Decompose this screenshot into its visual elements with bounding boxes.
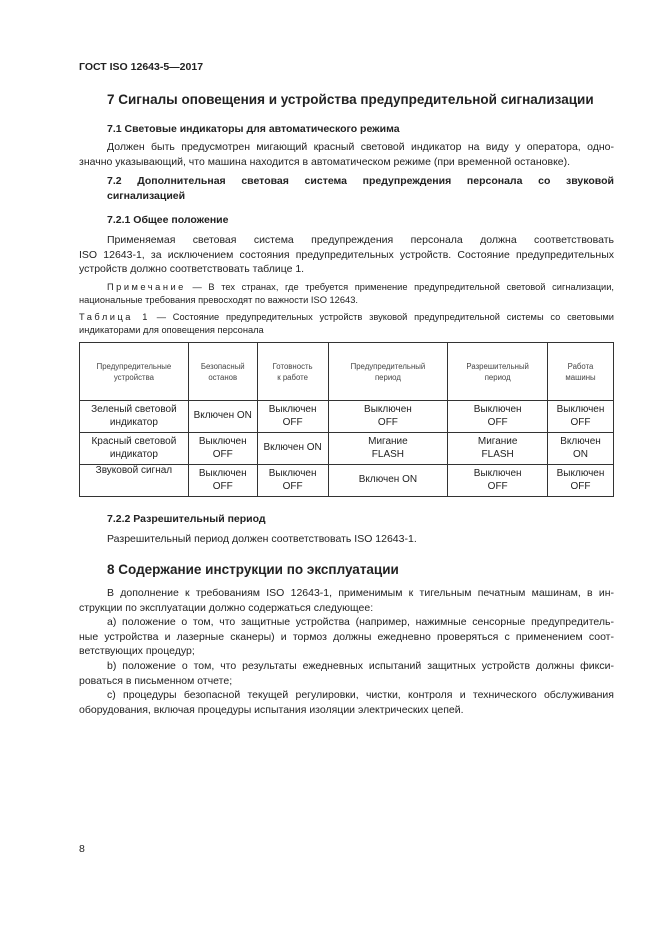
column-header: Работа машины [548,343,614,401]
text-line: c) процедуры безопасной текущей регулировки, чистки, контроля и технического обслуживания [107,689,614,702]
table-cell: Красный световой индикатор [80,433,189,465]
text-line: b) положение о том, что результаты ежедневных испытаний защитных устройств должны фикси- [107,659,614,672]
section-7-2-title [79,174,614,203]
table-header-row [80,343,614,401]
column-header: Предупредительный период [328,343,448,401]
table-cell: Выключен OFF [548,465,614,497]
column-header: Безопасный останов [188,343,257,401]
text-line: оборудования, включая процедуры испытания изоляции электрических цепей. [79,703,464,716]
page-number: 8 [79,843,85,855]
table-row [80,465,614,497]
table-row [80,433,614,465]
section-7-title: 7 Сигналы оповещения и устройства предупредительной сигнализации [107,92,594,107]
text-line: В дополнение к требованиям ISO 12643-1, применимым к тигельным печатным машинам, в ин- [107,587,614,599]
table-cell: Включен ON [257,433,328,465]
note: Примечание — В тех странах, где требуется применение предупредительной световой сигнализации, национальные требования превосходят по важности ISO 12643. [79,282,614,305]
text-line: Разрешительный период должен соответствовать ISO 12643-1. [107,533,417,545]
note-label: Примечание [107,282,186,292]
section-8-title: 8 Содержание инструкции по эксплуатации [107,562,399,577]
table-cell: Зеленый световой индикатор [80,401,189,433]
table-cell: Мигание FLASH [448,433,548,465]
column-header: Разрешительный период [448,343,548,401]
column-header: Предупредительные устройства [80,343,189,401]
table-cell: Выключен OFF [257,465,328,497]
table-cell: Включен ON [548,433,614,465]
section-7-1-text [79,140,614,169]
document-header: ГОСТ ISO 12643-5—2017 [79,61,204,73]
table-cell: Выключен OFF [548,401,614,433]
table-cell: Включен ON [328,465,448,497]
text-line: Должен быть предусмотрен мигающий красный световой индикатор на виду у оператора, одно- [107,141,614,153]
column-header: Готовность к работе [257,343,328,401]
table-cell: Звуковой сигнал [80,465,189,497]
text-line: a) положение о том, что защитные устройства (например, нажимные сенсорные предупредитель- [107,616,614,629]
table-cell: Выключен OFF [448,401,548,433]
section-7-2-1-title: 7.2.1 Общее положение [107,214,229,226]
table-caption: Таблица 1 — Состояние предупредительных устройств звуковой предупредительной системы со световыми индикаторами для оповещения персонала [79,312,614,335]
section-7-2-1-text [79,233,614,277]
text-line: струкции по эксплуатации должно содержаться следующее: [79,601,374,614]
text-line: ветствующих процедур; [79,645,195,658]
table-cell: Выключен OFF [188,465,257,497]
section-7-2-2-title: 7.2.2 Разрешительный период [107,513,266,525]
text-line: 7.2 Дополнительная световая система предупреждения персонала со звуковой [107,175,614,187]
section-7-2-2-text [79,532,614,547]
text-line: устройств должно соответствовать таблице 1. [79,263,305,276]
table-cell: Выключен OFF [328,401,448,433]
states-table [79,342,614,497]
section-7-1-title: 7.1 Световые индикаторы для автоматического режима [107,123,400,135]
text-line: ISO 12643-1, за исключением состояния предупредительных устройств. Состояние предупредительных [79,248,614,261]
table-cell: Выключен OFF [257,401,328,433]
table-cell: Выключен OFF [448,465,548,497]
text-line: ные устройства и лазерные сканеры) и тормоз должны ежедневно проверяться с применением соот- [79,630,614,643]
table-cell: Включен ON [188,401,257,433]
table-label: Таблица 1 [79,312,150,322]
text-line: роваться в письменном отчете; [79,674,233,687]
text-line: сигнализацией [107,189,186,202]
section-8-text [79,586,614,717]
table-cell: Мигание FLASH [328,433,448,465]
table-cell: Выключен OFF [188,433,257,465]
text-line: значно указывающий, что машина находится в автоматическом режиме (при временной остановке). [79,155,571,168]
table-row [80,401,614,433]
text-line: Применяемая световая система предупреждения персонала должна соответствовать [107,234,614,246]
